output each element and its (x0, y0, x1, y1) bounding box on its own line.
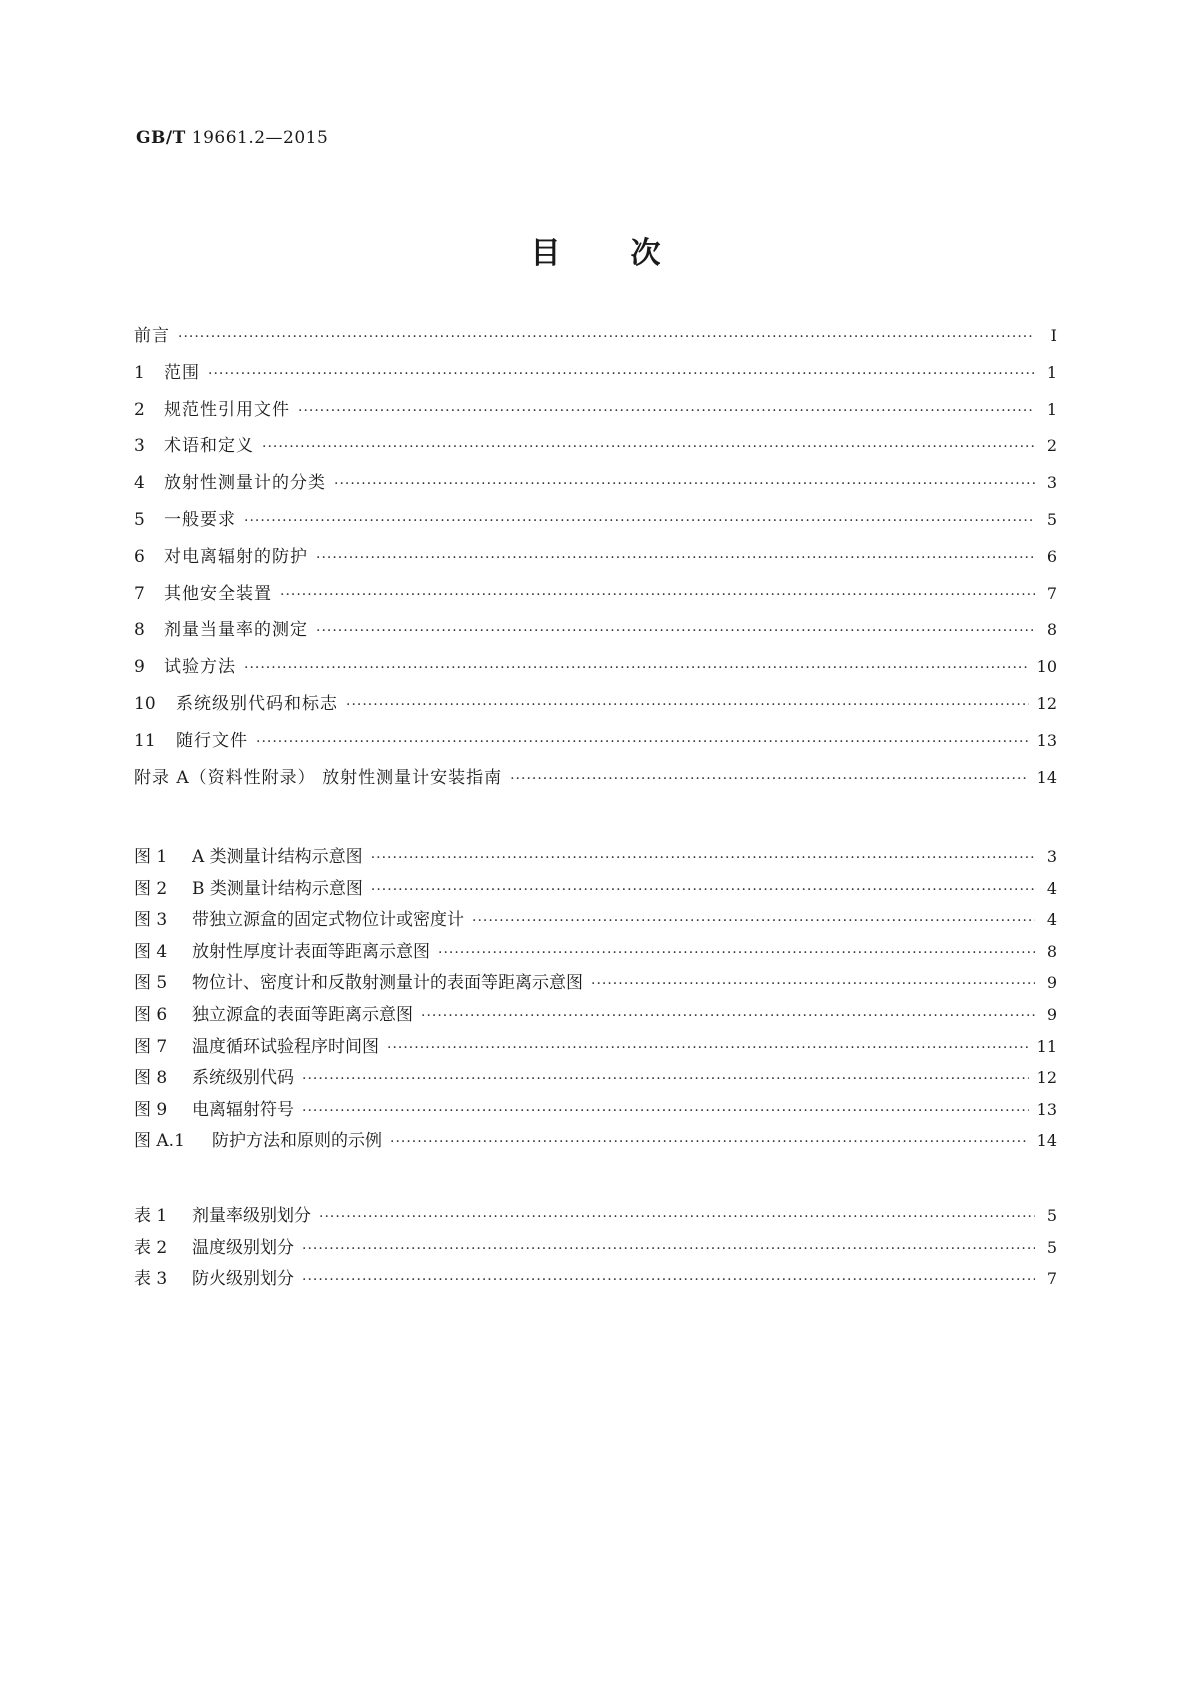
dot-leader (244, 510, 1035, 532)
figure-entry[interactable] (134, 878, 1057, 910)
table-page: 5 (1046, 1237, 1057, 1257)
figure-label: 图 9 (134, 1099, 168, 1120)
toc-entry-title: 随行文件 (176, 730, 248, 751)
toc-entry-page: 7 (1046, 583, 1057, 603)
toc-entry-page: 12 (1036, 693, 1057, 713)
figure-page: 12 (1036, 1068, 1057, 1088)
figure-entry[interactable] (134, 941, 1057, 973)
dot-leader (319, 1206, 1035, 1228)
figure-title: 放射性厚度计表面等距离示意图 (192, 941, 430, 962)
figure-entry[interactable] (134, 1099, 1057, 1131)
toc-entry[interactable] (134, 509, 1057, 546)
table-title: 防火级别划分 (192, 1269, 294, 1290)
figure-title: 物位计、密度计和反散射测量计的表面等距离示意图 (192, 973, 583, 994)
toc-entry-page: Ⅰ (1050, 326, 1057, 345)
table-page: 5 (1046, 1206, 1057, 1225)
table-label: 表 1 (134, 1206, 168, 1226)
toc-entry-number: 9 (134, 657, 145, 678)
figure-title: 温度循环试验程序时间图 (192, 1036, 379, 1057)
toc-entry-number: 10 (134, 693, 156, 714)
figure-page: 4 (1046, 910, 1057, 930)
dot-leader (256, 731, 1029, 753)
toc-entry-number: 4 (134, 473, 145, 494)
dot-leader (421, 1005, 1035, 1027)
toc-entry-number: 3 (134, 436, 145, 457)
figure-title: 独立源盒的表面等距离示意图 (192, 1004, 413, 1025)
dot-leader (302, 1269, 1035, 1291)
table-entry[interactable] (134, 1268, 1057, 1300)
toc-entry-page: 14 (1036, 767, 1057, 787)
figure-page: 9 (1046, 1004, 1057, 1024)
table-title: 剂量率级别划分 (192, 1206, 311, 1226)
toc-entry-page: 6 (1046, 546, 1057, 566)
toc-entry[interactable] (134, 399, 1057, 436)
figure-entry[interactable] (134, 1067, 1057, 1099)
figure-entry[interactable] (134, 1036, 1057, 1068)
table-page: 7 (1046, 1269, 1057, 1289)
page-title (0, 228, 1191, 272)
table-title: 温度级别划分 (192, 1237, 294, 1258)
toc-entry-page: 8 (1046, 620, 1057, 640)
dot-leader (472, 910, 1035, 932)
figure-title: B 类测量计结构示意图 (192, 878, 363, 899)
toc-entry-title: 放射性测量计的分类 (164, 473, 326, 494)
toc-entry-title: 对电离辐射的防护 (164, 546, 308, 567)
standard-code-prefix: GB/T (136, 128, 186, 148)
figure-entry[interactable] (134, 972, 1057, 1004)
toc-entry-number: 7 (134, 583, 145, 604)
toc-entry-title: 试验方法 (164, 657, 236, 678)
dot-leader (302, 1068, 1029, 1090)
toc-entry-number: 11 (134, 730, 156, 751)
figure-page: 14 (1036, 1131, 1057, 1151)
toc-entry[interactable] (134, 546, 1057, 583)
standard-code-number: 19661.2—2015 (191, 128, 329, 148)
figure-page: 9 (1046, 973, 1057, 993)
toc-entry[interactable] (134, 325, 1057, 362)
dot-leader (390, 1131, 1029, 1153)
title-char-2: 次 (630, 236, 661, 271)
table-entry[interactable] (134, 1237, 1057, 1269)
toc-entry[interactable] (134, 435, 1057, 472)
figure-title: 带独立源盒的固定式物位计或密度计 (192, 910, 464, 931)
toc-entry-title: 附录 A（资料性附录） 放射性测量计安装指南 (134, 767, 503, 788)
toc-entry-page: 2 (1046, 436, 1057, 456)
toc-entry-page: 10 (1036, 657, 1057, 677)
toc-entry-title: 范围 (164, 362, 200, 383)
dot-leader (334, 473, 1035, 495)
dot-leader (302, 1238, 1035, 1260)
dot-leader (387, 1037, 1029, 1059)
toc-figures-list (134, 846, 1057, 1162)
figure-entry[interactable] (134, 846, 1057, 878)
dot-leader (316, 547, 1035, 569)
figure-page: 3 (1046, 847, 1057, 866)
title-char-1: 目 (530, 236, 561, 271)
figure-label: 图 2 (134, 878, 168, 899)
toc-entry[interactable] (134, 472, 1057, 509)
figure-page: 4 (1046, 878, 1057, 898)
standard-code (136, 128, 328, 148)
table-label: 表 3 (134, 1269, 168, 1290)
figure-label: 图 4 (134, 941, 168, 962)
dot-leader (298, 400, 1035, 422)
toc-entry-page: 5 (1046, 509, 1057, 529)
toc-entry-title: 一般要求 (164, 509, 236, 530)
dot-leader (510, 768, 1029, 790)
toc-entry-number: 8 (134, 620, 145, 641)
dot-leader (244, 657, 1029, 679)
dot-leader (178, 326, 1035, 348)
toc-entry[interactable] (134, 730, 1057, 767)
figure-label: 图 8 (134, 1068, 168, 1089)
figure-page: 13 (1036, 1099, 1057, 1119)
toc-entry[interactable] (134, 583, 1057, 620)
dot-leader (591, 973, 1035, 995)
toc-entry-page: 1 (1046, 362, 1057, 382)
figure-label: 图 5 (134, 973, 168, 994)
toc-entry[interactable] (134, 767, 1057, 804)
figure-label: 图 6 (134, 1004, 168, 1025)
toc-entry-page: 13 (1036, 730, 1057, 750)
figure-entry[interactable] (134, 1004, 1057, 1036)
figure-page: 11 (1036, 1036, 1057, 1056)
toc-main-list (134, 325, 1057, 803)
toc-entry-page: 3 (1046, 473, 1057, 493)
table-entry[interactable] (134, 1205, 1057, 1237)
dot-leader (371, 847, 1035, 869)
dot-leader (371, 879, 1035, 901)
toc-entry-number: 5 (134, 509, 145, 530)
figure-title: A 类测量计结构示意图 (192, 847, 363, 867)
toc-entry-number: 6 (134, 546, 145, 567)
toc-entry[interactable] (134, 656, 1057, 693)
toc-entry-title: 规范性引用文件 (164, 399, 290, 420)
dot-leader (262, 436, 1035, 458)
dot-leader (208, 363, 1035, 385)
figure-page: 8 (1046, 941, 1057, 961)
toc-entry[interactable] (134, 619, 1057, 656)
figure-title: 电离辐射符号 (192, 1099, 294, 1120)
figure-label: 图 3 (134, 910, 168, 931)
toc-entry-page: 1 (1046, 399, 1057, 419)
dot-leader (316, 620, 1035, 642)
dot-leader (346, 694, 1029, 716)
figure-entry[interactable] (134, 1130, 1057, 1162)
toc-entry[interactable] (134, 362, 1057, 399)
table-label: 表 2 (134, 1237, 168, 1258)
toc-entry-number: 1 (134, 362, 145, 383)
figure-label: 图 1 (134, 847, 168, 867)
figure-title: 防护方法和原则的示例 (212, 1131, 382, 1152)
toc-entry-title: 前言 (134, 326, 170, 346)
dot-leader (438, 942, 1035, 964)
toc-entry-number: 2 (134, 399, 145, 420)
toc-entry-title: 术语和定义 (164, 436, 254, 457)
toc-entry-title: 其他安全装置 (164, 583, 272, 604)
toc-entry[interactable] (134, 693, 1057, 730)
toc-entry-title: 系统级别代码和标志 (176, 693, 338, 714)
figure-title: 系统级别代码 (192, 1068, 294, 1089)
toc-entry-title: 剂量当量率的测定 (164, 620, 308, 641)
dot-leader (280, 584, 1035, 606)
toc-tables-list (134, 1205, 1057, 1300)
figure-entry[interactable] (134, 909, 1057, 941)
figure-label: 图 7 (134, 1036, 168, 1057)
figure-label: 图 A.1 (134, 1131, 185, 1152)
dot-leader (302, 1100, 1029, 1122)
